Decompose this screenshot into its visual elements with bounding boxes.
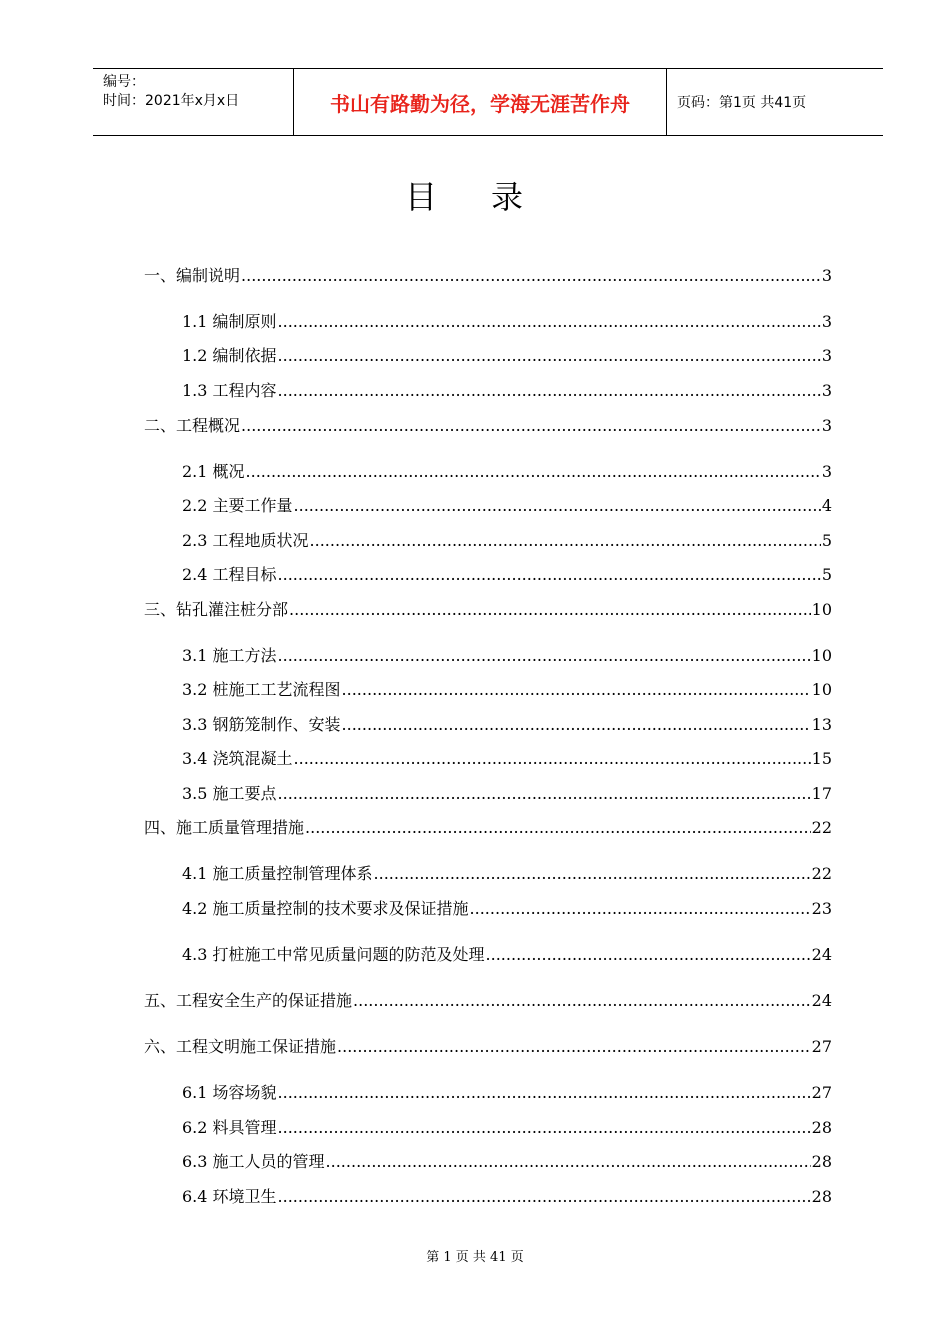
toc-leader-dots (278, 1118, 811, 1137)
toc-entry-label: 1.3 工程内容 (182, 381, 277, 400)
toc-entry[interactable] (182, 562, 832, 584)
toc-leader-dots (470, 899, 811, 918)
toc-leader-dots (278, 381, 821, 400)
toc-entry[interactable] (144, 815, 832, 837)
page-footer: 第 1 页 共 41 页 (426, 1250, 524, 1265)
toc-entry-page: 4 (821, 496, 832, 515)
toc-entry[interactable] (182, 378, 832, 400)
toc-entry-label: 2.1 概况 (182, 462, 245, 481)
toc-entry-page: 28 (811, 1118, 832, 1137)
toc-entry-page: 27 (811, 1083, 832, 1102)
toc-entry-label: 3.3 钢筋笼制作、安装 (182, 715, 341, 734)
toc-entry-label: 1.2 编制依据 (182, 346, 277, 365)
toc-entry[interactable] (182, 1115, 832, 1137)
toc-leader-dots (337, 1037, 811, 1056)
toc-entry[interactable] (144, 263, 832, 285)
toc-entry[interactable] (182, 1080, 832, 1102)
toc-entry-label: 4.2 施工质量控制的技术要求及保证措施 (182, 899, 469, 918)
toc-entry-page: 5 (821, 531, 832, 550)
header-motto (294, 69, 667, 135)
toc-entry[interactable] (144, 597, 832, 619)
page-info-text: 页码：第1页 共41页 (677, 95, 807, 111)
toc-entry[interactable] (182, 1184, 832, 1206)
toc-entry[interactable] (182, 677, 832, 699)
toc-entry[interactable] (182, 309, 832, 331)
toc-entry-page: 3 (821, 312, 832, 331)
toc-entry-label: 四、施工质量管理措施 (144, 818, 305, 837)
toc-entry-label: 六、工程文明施工保证措施 (144, 1037, 337, 1056)
date-label: 时间：2021年x月x日 (103, 93, 240, 109)
header-meta (93, 69, 294, 135)
toc-title: 目录 (404, 178, 577, 216)
toc-entry-page: 10 (811, 600, 832, 619)
toc-entry-label: 2.3 工程地质状况 (182, 531, 309, 550)
toc-leader-dots (241, 266, 821, 285)
toc-entry[interactable] (182, 1149, 832, 1171)
toc-entry-page: 10 (811, 646, 832, 665)
toc-leader-dots (278, 1083, 811, 1102)
toc-leader-dots (486, 945, 811, 964)
toc-entry[interactable] (144, 413, 832, 435)
toc-entry-label: 6.3 施工人员的管理 (182, 1152, 325, 1171)
toc-leader-dots (374, 864, 811, 883)
toc-entry-page: 28 (811, 1152, 832, 1171)
header-page-info (667, 69, 883, 135)
toc-entry-page: 3 (821, 416, 832, 435)
toc-entry-label: 三、钻孔灌注桩分部 (144, 600, 289, 619)
toc-entry-label: 4.1 施工质量控制管理体系 (182, 864, 373, 883)
toc-leader-dots (289, 600, 811, 619)
toc-entry-label: 3.5 施工要点 (182, 784, 277, 803)
toc-entry-label: 二、工程概况 (144, 416, 241, 435)
toc-entry-page: 3 (821, 381, 832, 400)
toc-leader-dots (278, 646, 811, 665)
toc-leader-dots (278, 784, 811, 803)
toc-entry[interactable] (144, 1034, 832, 1056)
toc-entry-page: 22 (811, 818, 832, 837)
toc-entry-page: 3 (821, 462, 832, 481)
toc-leader-dots (278, 346, 821, 365)
toc-leader-dots (305, 818, 811, 837)
toc-entry-page: 15 (811, 749, 832, 768)
toc-leader-dots (278, 312, 821, 331)
toc-entry[interactable] (182, 343, 832, 365)
toc-entry[interactable] (182, 493, 832, 515)
toc-entry[interactable] (182, 528, 832, 550)
toc-leader-dots (342, 715, 811, 734)
toc-entry[interactable] (182, 942, 832, 964)
toc-leader-dots (278, 565, 821, 584)
toc-entry-page: 5 (821, 565, 832, 584)
toc-entry-page: 22 (811, 864, 832, 883)
toc-entry[interactable] (182, 459, 832, 481)
toc-entry-label: 1.1 编制原则 (182, 312, 277, 331)
toc-entry[interactable] (182, 861, 832, 883)
toc-leader-dots (310, 531, 821, 550)
toc-entry-page: 28 (811, 1187, 832, 1206)
toc-leader-dots (326, 1152, 811, 1171)
toc-entry[interactable] (182, 712, 832, 734)
toc-leader-dots (342, 680, 811, 699)
toc-entry-label: 2.4 工程目标 (182, 565, 277, 584)
toc-entry-label: 6.2 料具管理 (182, 1118, 277, 1137)
page-header (93, 68, 883, 136)
toc-entry-label: 3.1 施工方法 (182, 646, 277, 665)
toc-entry-label: 4.3 打桩施工中常见质量问题的防范及处理 (182, 945, 485, 964)
toc-entry-page: 23 (811, 899, 832, 918)
toc-entry-page: 10 (811, 680, 832, 699)
toc-leader-dots (278, 1187, 811, 1206)
toc-leader-dots (241, 416, 821, 435)
toc-entry-page: 24 (811, 991, 832, 1010)
toc-leader-dots (246, 462, 821, 481)
toc-entry-label: 一、编制说明 (144, 266, 241, 285)
toc-leader-dots (353, 991, 811, 1010)
toc-entry-label: 3.4 浇筑混凝土 (182, 749, 293, 768)
toc-entry-page: 3 (821, 266, 832, 285)
toc-entry-label: 五、工程安全生产的保证措施 (144, 991, 353, 1010)
toc-entry-label: 6.1 场容场貌 (182, 1083, 277, 1102)
toc-entry-page: 27 (811, 1037, 832, 1056)
toc-entry-label: 6.4 环境卫生 (182, 1187, 277, 1206)
toc-entry[interactable] (182, 746, 832, 768)
toc-entry[interactable] (182, 643, 832, 665)
toc-entry-page: 13 (811, 715, 832, 734)
toc-entry[interactable] (144, 988, 832, 1010)
doc-number-label: 编号： (103, 74, 145, 90)
toc-entry[interactable] (182, 781, 832, 803)
toc-entry-page: 24 (811, 945, 832, 964)
toc-entry[interactable] (182, 896, 832, 918)
toc-leader-dots (294, 749, 811, 768)
toc-entry-page: 3 (821, 346, 832, 365)
toc-leader-dots (294, 496, 821, 515)
motto-text: 书山有路勤为径，学海无涯苦作舟 (330, 91, 630, 116)
toc-entry-page: 17 (811, 784, 832, 803)
toc-entry-label: 3.2 桩施工工艺流程图 (182, 680, 341, 699)
toc-entry-label: 2.2 主要工作量 (182, 496, 293, 515)
